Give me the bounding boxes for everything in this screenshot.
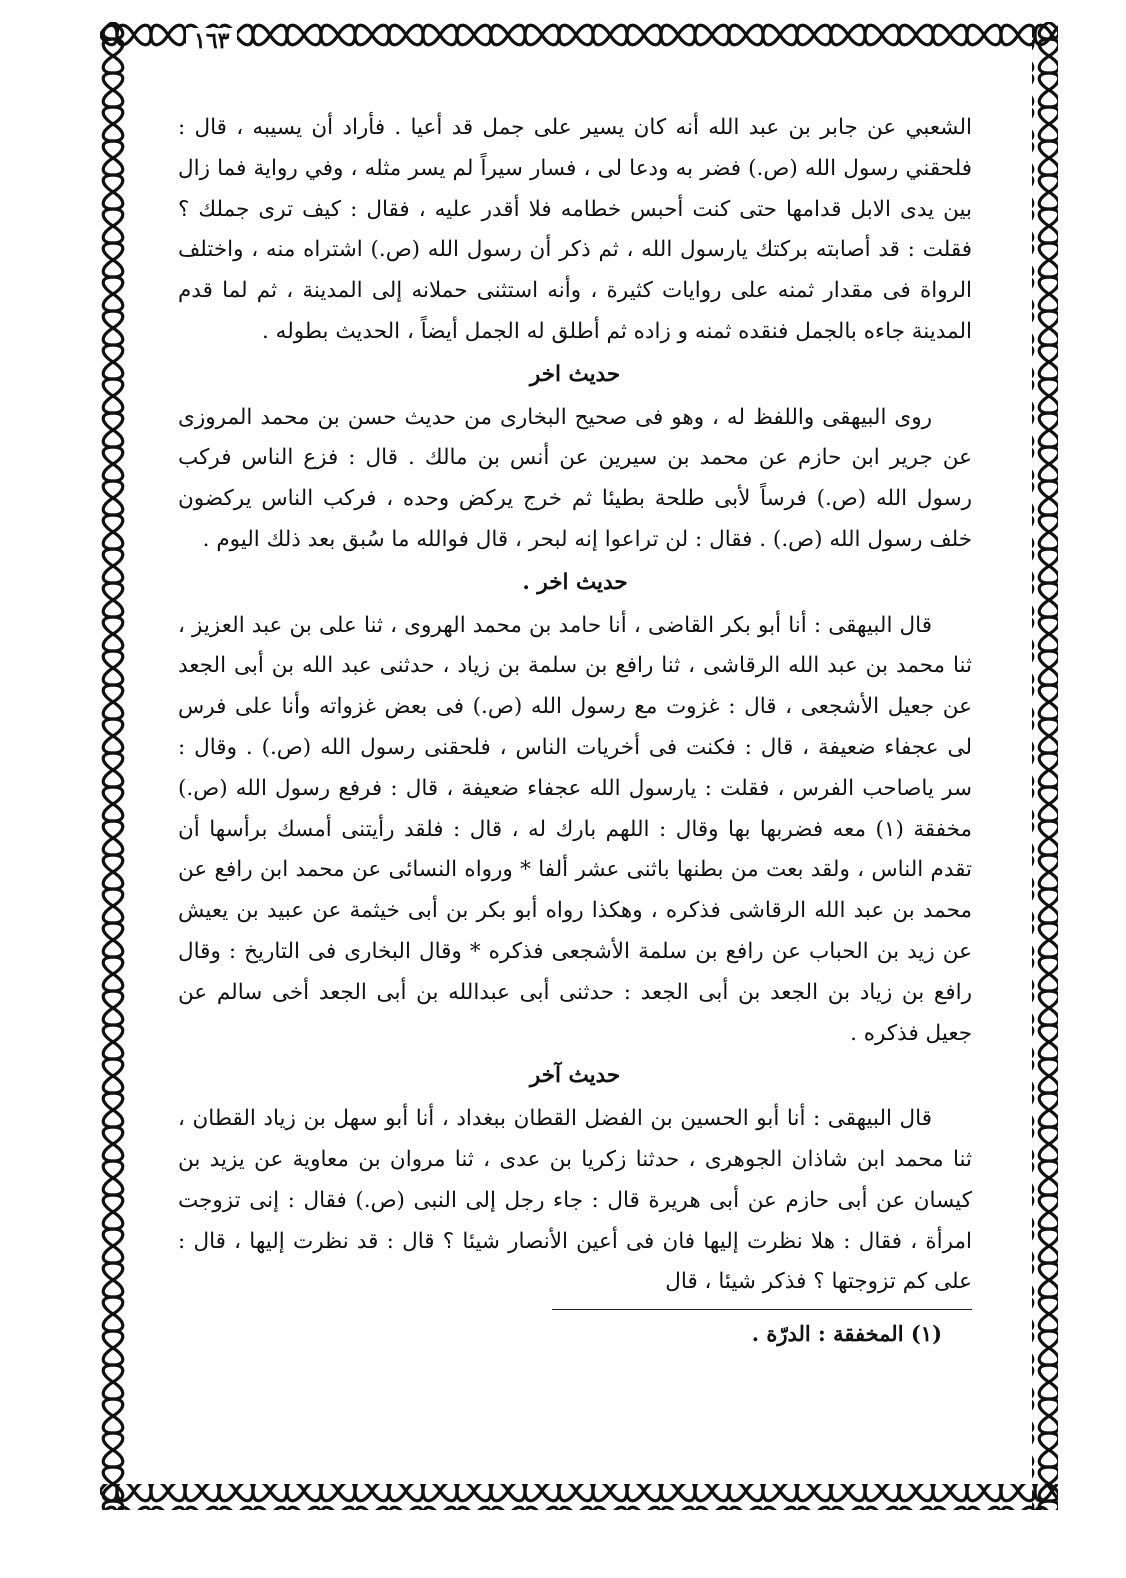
section-heading: حديث آخر	[529, 1063, 621, 1089]
paragraph: روى البيهقى واللفظ له ، وهو فى صحيح البخارى من حديث حسن بن محمد المروزى عن جرير ابن حازم عن محمد بن سيرين عن أنس بن مالك . قال : فزع الناس فركب رسول الله (ص.) فرساً لأبى طلحة بطيئا ثم خرج يركض وحده ، فركب الناس يركضون خلف رسول الله (ص.) . فقال : لن تراعوا إنه لبحر ، قال فوالله ما سُبق بعد ذلك اليوم .	[178, 404, 972, 552]
paragraph: الشعبي عن جابر بن عبد الله أنه كان يسير على جمل قد أعيا . فأراد أن يسيبه ، قال : فلحقني رسول الله (ص.) فضر به ودعا لى ، فسار سيراً لم يسر مثله ، وفي رواية فما زال بين يدى الابل قدامها حتى كنت أحبس خطامه فلا أقدر عليه ، فقال : كيف ترى جملك ؟ فقلت : قد أصابته بركتك يارسول الله ، ثم ذكر أن رسول الله (ص.) اشتراه منه ، واختلف الرواة فى مقدار ثمنه على روايات كثيرة ، وأنه استثنى حملانه إلى المدينة ، ثم لما قدم المدينة جاءه بالجمل فنقده ثمنه و زاده ثم أطلق له الجمل أيضاً ، الحديث بطوله .	[178, 115, 972, 344]
page-body	[178, 108, 972, 1355]
page-number: ١٦٣	[186, 28, 237, 54]
section-heading: حديث اخر .	[522, 569, 628, 595]
footnote: (١) المخفقة : الدرّة .	[751, 1321, 942, 1347]
section-heading: حديث اخر	[529, 361, 621, 387]
footnote-divider	[552, 1309, 972, 1310]
paragraph: قال البيهقى : أنا أبو الحسين بن الفضل القطان ببغداد ، أنا أبو سهل بن زياد القطان ، ثنا محمد ابن شاذان الجوهرى ، حدثنا زكريا بن عدى ، ثنا مروان بن معاوية عن يزيد بن كيسان عن أبى حازم عن أبى هريرة قال : جاء رجل إلى النبى (ص.) فقال : إنى تزوجت امرأة ، فقال : هلا نظرت إليها فان فى أعين الأنصار شيئا ؟ قال : قد نظرت إليها ، قال : على كم تزوجتها ؟ فذكر شيئا ، قال	[178, 1106, 972, 1295]
paragraph: قال البيهقى : أنا أبو بكر القاضى ، أنا حامد بن محمد الهروى ، ثنا على بن عبد العزيز ، ثنا محمد بن عبد الله الرقاشى ، ثنا رافع بن سلمة بن زياد ، حدثنى عبد الله بن أبى الجعد عن جعيل الأشجعى ، قال : غزوت مع رسول الله (ص.) فى بعض غزواته وأنا على فرس لى عجفاء ضعيفة ، قال : فكنت فى أخريات الناس ، فلحقنى رسول الله (ص.) . وقال : سر ياصاحب الفرس ، فقلت : يارسول الله عجفاء ضعيفة ، قال : فرفع رسول الله (ص.) مخفقة (١) معه فضربها بها وقال : اللهم بارك له ، قال : فلقد رأيتنى أمسك برأسها أن تقدم الناس ، ولقد بعت من بطنها باثنى عشر ألفا * ورواه النسائى عن محمد ابن رافع عن محمد بن عبد الله الرقاشى فذكره ، وهكذا رواه أبو بكر بن أبى خيثمة عن عبيد بن يعيش عن زيد بن الحباب عن رافع بن سلمة الأشجعى فذكره * وقال البخارى فى التاريخ : وقال رافع بن زياد بن الجعد بن أبى الجعد : حدثنى أبى عبدالله بن أبى الجعد أخى سالم عن جعيل فذكره .	[178, 612, 972, 1046]
